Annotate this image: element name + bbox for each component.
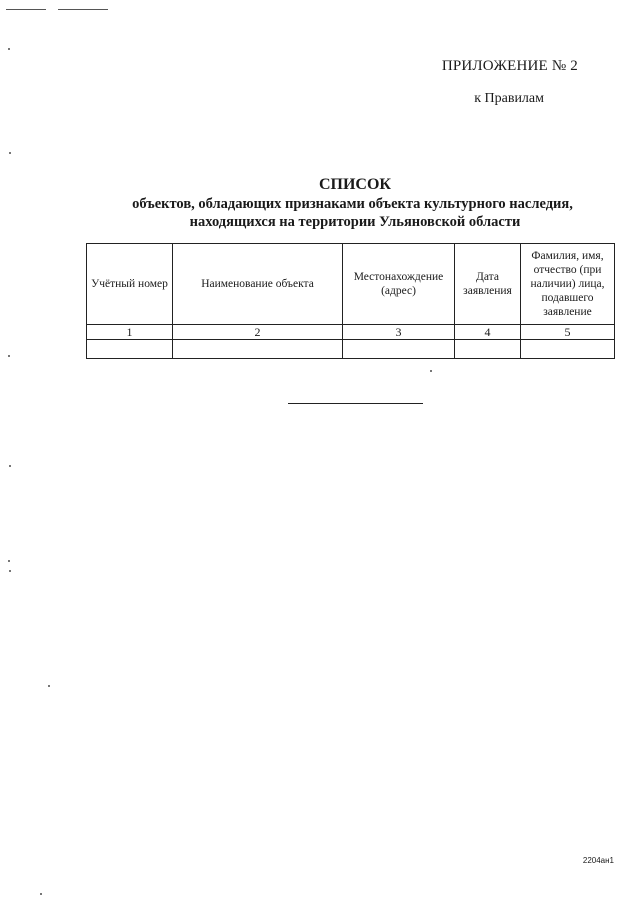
column-header-applicant-name: Фамилия, имя, отчество (при наличии) лица, подавшего заявление <box>521 244 615 325</box>
column-number: 3 <box>343 325 455 340</box>
document-code: 2204ан1 <box>582 856 614 865</box>
scan-artifact <box>8 48 10 50</box>
scan-artifact <box>9 152 11 154</box>
document-subheading-line2: находящихся на территории Ульяновской области <box>189 214 521 230</box>
column-header-registry-number: Учётный номер <box>87 244 173 325</box>
document-heading: СПИСОК <box>318 176 392 193</box>
column-header-application-date: Дата заявления <box>455 244 521 325</box>
scan-artifact <box>40 893 42 895</box>
table-row <box>87 325 615 340</box>
table-header-row <box>87 244 615 325</box>
scan-artifact <box>48 685 50 687</box>
appendix-title: ПРИЛОЖЕНИЕ № 2 <box>441 58 578 74</box>
column-header-object-name: Наименование объекта <box>173 244 343 325</box>
objects-table <box>86 243 615 359</box>
scan-artifact <box>8 355 10 357</box>
scan-artifact <box>6 9 46 10</box>
column-number: 1 <box>87 325 173 340</box>
table-cell <box>521 340 615 359</box>
table-row <box>87 340 615 359</box>
scan-artifact <box>8 560 10 562</box>
table-cell <box>173 340 343 359</box>
end-divider-line <box>288 403 423 404</box>
scan-artifact <box>430 370 432 372</box>
table-cell <box>455 340 521 359</box>
scan-artifact <box>58 9 108 10</box>
appendix-subtitle: к Правилам <box>474 91 544 106</box>
column-number: 2 <box>173 325 343 340</box>
document-subheading-line1: объектов, обладающих признаками объекта культурного наследия, <box>132 196 573 212</box>
scan-artifact <box>9 570 11 572</box>
scan-artifact <box>9 465 11 467</box>
table-cell <box>87 340 173 359</box>
column-header-location: Местонахождение (адрес) <box>343 244 455 325</box>
column-number: 5 <box>521 325 615 340</box>
table-cell <box>343 340 455 359</box>
column-number: 4 <box>455 325 521 340</box>
